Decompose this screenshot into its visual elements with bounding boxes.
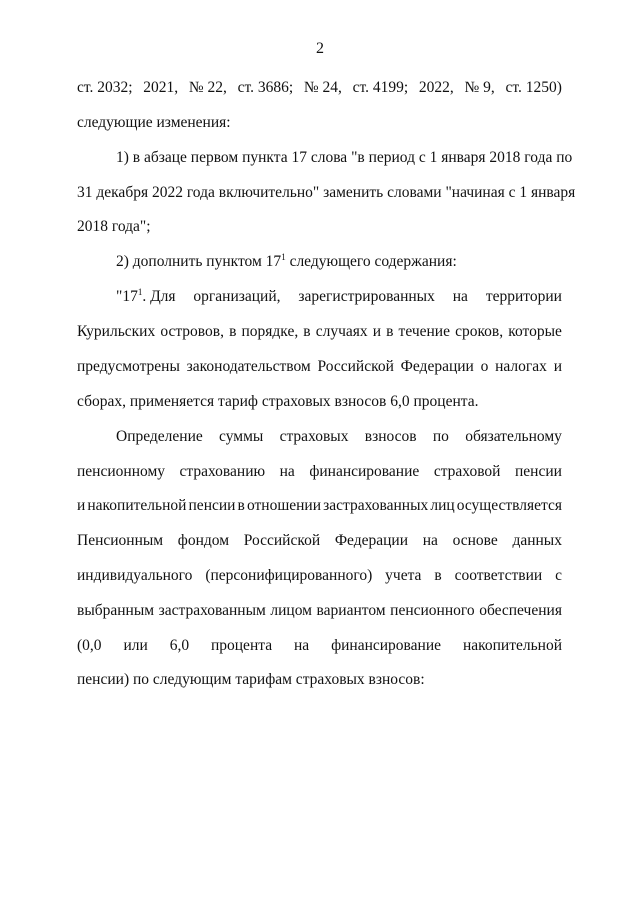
text-line <box>116 427 562 447</box>
word: данных <box>512 532 562 549</box>
word: накопительной <box>87 497 187 514</box>
word: № 22, <box>188 79 227 96</box>
word: по <box>432 428 449 445</box>
word: на <box>452 288 468 305</box>
word: в <box>386 323 394 340</box>
text-line: 1) в абзаце первом пункта 17 слова "в период с 1 января 2018 года по <box>116 149 573 166</box>
superscript: 1 <box>137 286 143 297</box>
word: выбранным <box>77 602 155 619</box>
text-line <box>77 601 562 621</box>
word: № 24, <box>303 79 342 96</box>
word: пенсионному <box>77 463 165 480</box>
word: с <box>555 567 562 584</box>
word: суммы <box>219 428 264 445</box>
word: ст. 1250) <box>505 79 562 96</box>
word: вариантом <box>316 602 386 619</box>
word: в <box>303 323 311 340</box>
word: обязательному <box>465 428 562 445</box>
text-line <box>77 566 562 586</box>
text-line <box>77 462 562 482</box>
text-line <box>77 636 562 656</box>
word: Определение <box>116 428 203 445</box>
word: страхованию <box>179 463 266 480</box>
word: 6,0 <box>169 637 190 654</box>
word: и <box>372 323 382 340</box>
text-line <box>77 496 562 516</box>
word: Российской <box>243 532 321 549</box>
word: на <box>422 532 438 549</box>
page-number: 2 <box>316 40 324 57</box>
text-line: 2018 года"; <box>77 218 151 235</box>
text-line: пенсии) по следующим тарифам страховых взносов: <box>77 671 425 688</box>
word: лицом <box>270 602 312 619</box>
word: основе <box>452 532 498 549</box>
word: взносов <box>364 428 417 445</box>
superscript: 1 <box>281 251 286 262</box>
word: сроков, <box>455 323 504 340</box>
word: (персонифицированного) <box>205 567 373 584</box>
word: ст. 3686; <box>237 79 294 96</box>
word: в <box>229 323 237 340</box>
word: в <box>434 567 442 584</box>
word: пенсионного <box>390 602 475 619</box>
word <box>116 287 176 307</box>
word: Российской <box>317 358 394 375</box>
word: на <box>293 637 310 654</box>
word: финансирование <box>331 637 442 654</box>
word: финансирование <box>309 463 420 480</box>
word: 2021, <box>143 79 179 96</box>
word: территории <box>485 288 562 305</box>
text-line <box>77 357 562 377</box>
word: учета <box>385 567 422 584</box>
word: страховой <box>433 463 501 480</box>
word: индивидуального <box>77 567 193 584</box>
word: налогах <box>495 358 547 375</box>
word: в <box>237 497 245 514</box>
word: и <box>553 358 562 375</box>
word: страховых <box>279 428 349 445</box>
word: о <box>480 358 489 375</box>
text-line: следующие изменения: <box>77 114 231 131</box>
word: лиц <box>430 497 455 514</box>
text-segment: . Для <box>142 288 176 305</box>
word: на <box>279 463 295 480</box>
word: осуществляется <box>456 497 562 514</box>
word: или <box>123 637 148 654</box>
text-line: сборах, применяется тариф страховых взносов 6,0 процента. <box>77 393 479 410</box>
word: ст. 4199; <box>352 79 409 96</box>
text-line <box>77 78 562 98</box>
word: соответствии <box>454 567 543 584</box>
word: организаций, <box>193 288 281 305</box>
word: отношении <box>246 497 322 514</box>
text-line <box>116 287 562 307</box>
word: Пенсионным <box>77 532 164 549</box>
word: порядке, <box>241 323 299 340</box>
word: застрахованных <box>323 497 429 514</box>
word: которые <box>508 323 562 340</box>
text-segment: "17 <box>116 288 138 305</box>
word: застрахованным <box>158 602 266 619</box>
word: процента <box>210 637 273 654</box>
word: фондом <box>177 532 230 549</box>
text-line <box>116 252 562 272</box>
word: Федерации <box>400 358 474 375</box>
word: течение <box>398 323 450 340</box>
text-line: 31 декабря 2022 года включительно" заменить словами "начиная с 1 января <box>77 184 576 201</box>
word: накопительной <box>462 637 562 654</box>
word: пенсии <box>514 463 562 480</box>
word: законодательством <box>186 358 311 375</box>
word: Федерации <box>334 532 409 549</box>
word: ст. 2032; <box>77 79 133 96</box>
word: 2022, <box>418 79 454 96</box>
word: и <box>77 497 86 514</box>
word: пенсии <box>188 497 236 514</box>
text-line <box>77 531 562 551</box>
text-line <box>77 322 562 342</box>
word: № 9, <box>464 79 495 96</box>
word: (0,0 <box>77 637 102 654</box>
word: Курильских <box>77 323 156 340</box>
word: предусмотрены <box>77 358 180 375</box>
word: обеспечения <box>479 602 562 619</box>
word: островов, <box>160 323 224 340</box>
text-segment: следующего содержания: <box>285 253 457 270</box>
word: зарегистрированных <box>298 288 435 305</box>
word: случаях <box>315 323 368 340</box>
text-segment: 2) дополнить пунктом 17 <box>116 253 282 270</box>
